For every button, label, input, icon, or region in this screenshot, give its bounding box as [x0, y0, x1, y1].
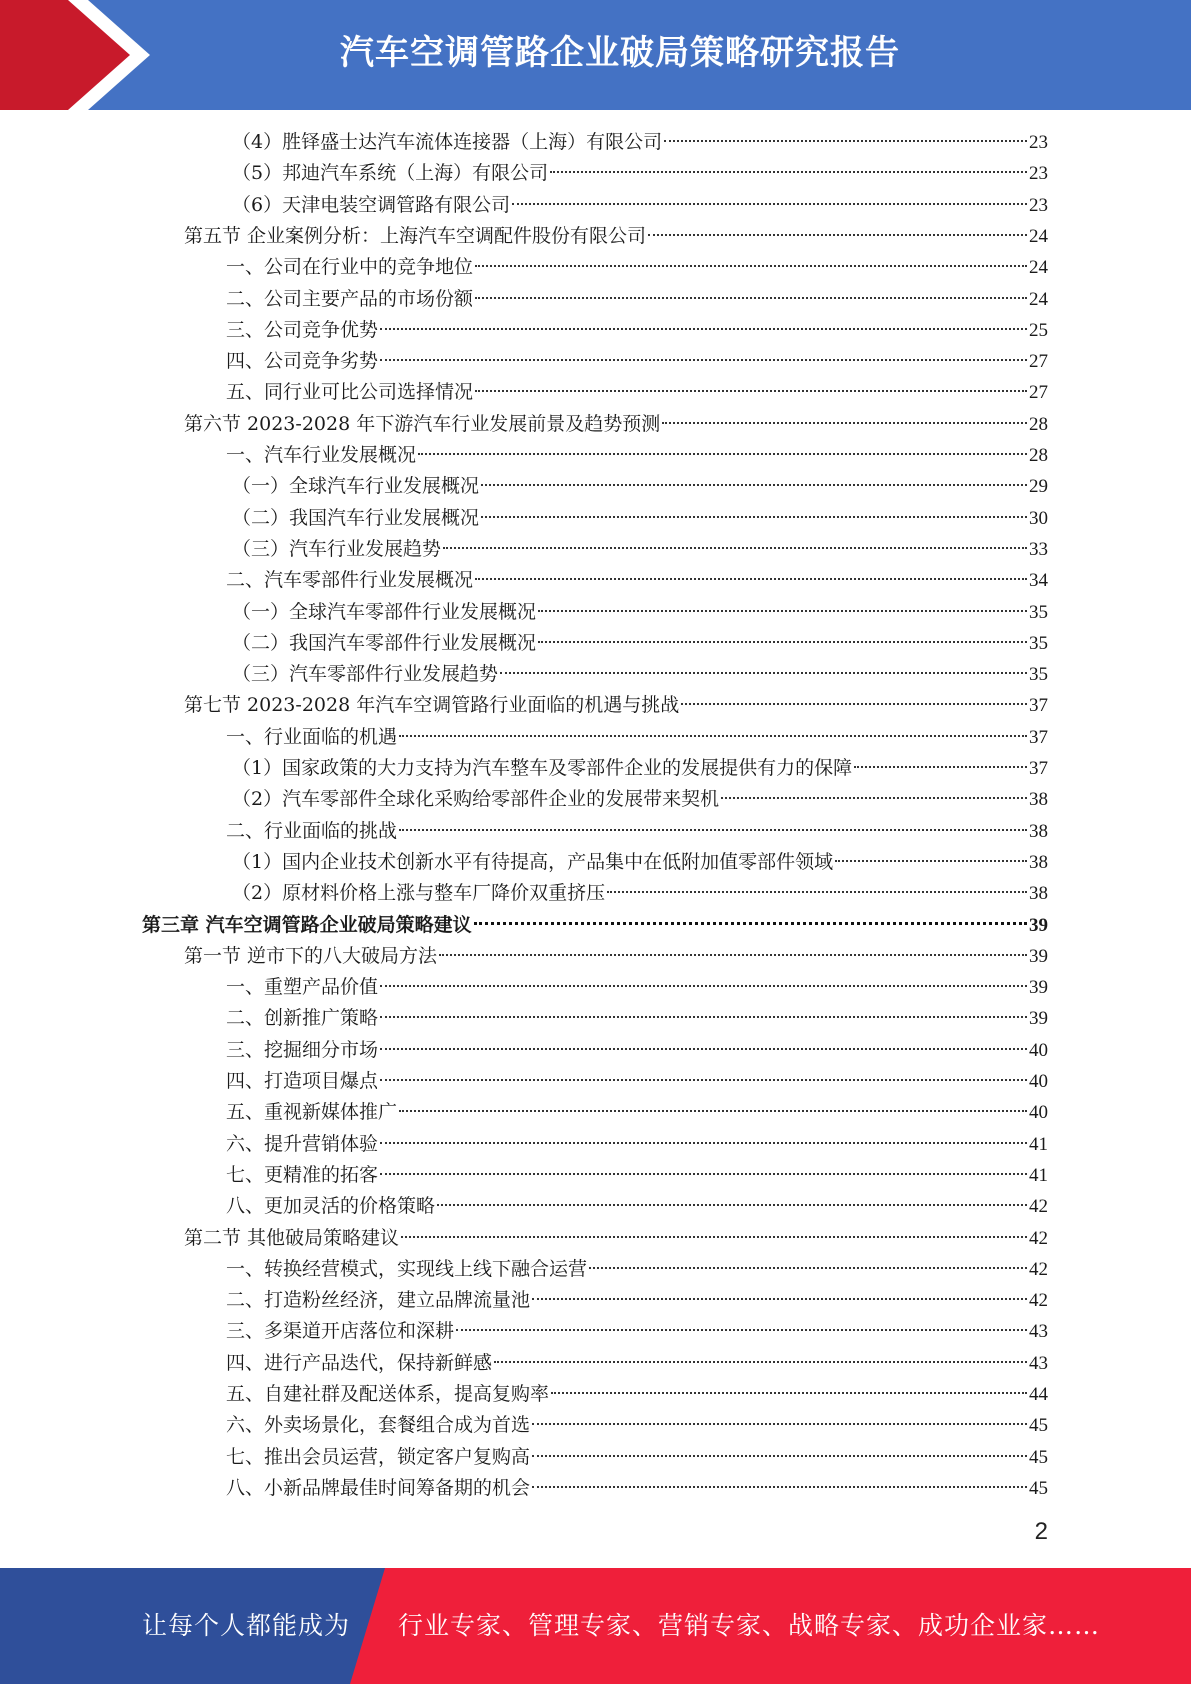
toc-entry-page: 39	[1029, 914, 1048, 936]
toc-entry-title: 六、提升营销体验	[226, 1132, 379, 1155]
toc-dot-leader	[481, 484, 1027, 486]
toc-entry[interactable]	[184, 1223, 1048, 1254]
toc-dot-leader	[532, 1298, 1027, 1300]
toc-entry-page: 42	[1029, 1290, 1048, 1312]
toc-entry-page: 29	[1029, 476, 1048, 498]
toc-entry-title: （三）汽车零部件行业发展趋势	[232, 663, 499, 686]
toc-entry-title: 二、汽车零部件行业发展概况	[226, 569, 474, 592]
toc-dot-leader	[589, 1267, 1027, 1269]
toc-dot-leader	[835, 860, 1027, 862]
toc-entry[interactable]	[226, 1379, 1048, 1410]
toc-entry-title: （三）汽车行业发展趋势	[232, 537, 442, 560]
toc-entry-page: 40	[1029, 1071, 1048, 1092]
toc-entry[interactable]	[226, 1035, 1048, 1066]
toc-entry[interactable]	[226, 1191, 1048, 1222]
footer-banner	[0, 1568, 1191, 1684]
toc-entry-page: 40	[1029, 1039, 1048, 1061]
toc-entry-page: 35	[1029, 664, 1048, 686]
toc-entry-title: 三、挖掘细分市场	[226, 1038, 379, 1061]
toc-entry[interactable]	[226, 440, 1048, 471]
toc-entry[interactable]	[232, 784, 1048, 815]
toc-entry-page: 33	[1029, 538, 1048, 560]
toc-entry-page: 37	[1029, 726, 1048, 748]
toc-entry[interactable]	[232, 597, 1048, 628]
toc-entry-title: （一）全球汽车行业发展概况	[232, 475, 480, 498]
toc-entry-title: 四、进行产品迭代，保持新鲜感	[226, 1351, 493, 1374]
toc-entry[interactable]	[184, 941, 1048, 972]
toc-entry[interactable]	[226, 252, 1048, 283]
toc-entry[interactable]	[226, 1066, 1048, 1097]
toc-entry-page: 44	[1029, 1384, 1048, 1405]
toc-dot-leader	[399, 829, 1027, 831]
toc-dot-leader	[475, 578, 1027, 580]
toc-entry-page: 45	[1029, 1415, 1048, 1437]
toc-entry-title: （2）原材料价格上涨与整车厂降价双重挤压	[232, 882, 606, 905]
toc-dot-leader	[437, 1204, 1027, 1206]
toc-entry-title: 二、行业面临的挑战	[226, 819, 398, 842]
toc-dot-leader	[494, 1361, 1027, 1363]
toc-entry-page: 43	[1029, 1321, 1048, 1343]
toc-dot-leader	[380, 1142, 1027, 1144]
toc-entry[interactable]	[226, 346, 1048, 377]
toc-entry[interactable]	[226, 1160, 1048, 1191]
toc-entry[interactable]	[226, 1129, 1048, 1160]
toc-dot-leader	[854, 766, 1027, 768]
toc-entry[interactable]	[232, 847, 1048, 878]
header-banner	[0, 0, 1191, 110]
toc-entry-title: 第三章 汽车空调管路企业破局策略建议	[142, 913, 472, 936]
toc-dot-leader	[443, 547, 1027, 549]
toc-entry-title: 七、推出会员运营，锁定客户复购高	[226, 1445, 531, 1468]
toc-entry-page: 37	[1029, 758, 1048, 779]
toc-entry-title: 二、公司主要产品的市场份额	[226, 287, 474, 310]
toc-entry-page: 42	[1029, 1258, 1048, 1280]
toc-entry-page: 23	[1029, 194, 1048, 216]
toc-entry-page: 45	[1029, 1446, 1048, 1468]
toc-dot-leader	[474, 922, 1027, 925]
footer-slogan-right: 行业专家、管理专家、营销专家、战略专家、成功企业家……	[398, 1611, 1101, 1640]
toc-entry-page: 25	[1029, 319, 1048, 341]
toc-entry[interactable]	[226, 1254, 1048, 1285]
toc-entry-page: 28	[1029, 445, 1048, 466]
toc-entry-page: 35	[1029, 632, 1048, 654]
toc-entry[interactable]	[232, 628, 1048, 659]
toc-dot-leader	[439, 954, 1027, 956]
toc-entry-page: 39	[1029, 945, 1048, 967]
toc-entry-page: 39	[1029, 1008, 1048, 1030]
toc-entry-title: 五、重视新媒体推广	[226, 1101, 398, 1124]
toc-entry[interactable]	[232, 659, 1048, 690]
toc-dot-leader	[456, 1329, 1027, 1331]
toc-entry-page: 27	[1029, 351, 1048, 373]
toc-entry-page: 27	[1029, 382, 1048, 404]
toc-entry-title: 五、同行业可比公司选择情况	[226, 381, 474, 404]
toc-entry-title: 一、转换经营模式，实现线上线下融合运营	[226, 1257, 588, 1280]
toc-entry-title: （1）国内企业技术创新水平有待提高，产品集中在低附加值零部件领域	[232, 850, 834, 873]
toc-entry-title: 第五节 企业案例分析：上海汽车空调配件股份有限公司	[184, 224, 647, 247]
toc-entry-page: 43	[1029, 1352, 1048, 1374]
toc-entry[interactable]	[232, 127, 1048, 158]
toc-entry-page: 35	[1029, 601, 1048, 623]
toc-entry[interactable]	[232, 534, 1048, 565]
toc-entry[interactable]	[226, 972, 1048, 1003]
toc-entry[interactable]	[226, 1473, 1048, 1504]
toc-entry[interactable]	[226, 1316, 1048, 1347]
header-arrow-decoration	[0, 0, 160, 110]
toc-entry-page: 30	[1029, 507, 1048, 529]
toc-dot-leader	[418, 453, 1027, 455]
footer-slogan-left: 让每个人都能成为	[142, 1611, 351, 1640]
toc-entry-page: 40	[1029, 1102, 1048, 1124]
toc-dot-leader	[512, 203, 1027, 205]
toc-entry-title: 四、公司竞争劣势	[226, 350, 379, 373]
toc-entry-page: 24	[1029, 288, 1048, 310]
toc-dot-leader	[500, 672, 1027, 674]
toc-dot-leader	[475, 265, 1027, 267]
toc-entry-title: 八、更加灵活的价格策略	[226, 1195, 436, 1218]
toc-entry-title: （二）我国汽车行业发展概况	[232, 506, 480, 529]
toc-entry-page: 37	[1029, 695, 1048, 717]
toc-dot-leader	[380, 359, 1027, 361]
toc-entry-title: 二、打造粉丝经济，建立品牌流量池	[226, 1289, 531, 1312]
toc-entry-page: 38	[1029, 883, 1048, 905]
toc-entry-page: 38	[1029, 820, 1048, 842]
toc-dot-leader	[532, 1486, 1027, 1488]
toc-entry[interactable]	[226, 1410, 1048, 1441]
toc-dot-leader	[380, 328, 1027, 330]
toc-entry-title: 七、更精准的拓客	[226, 1163, 379, 1186]
toc-entry-page: 42	[1029, 1196, 1048, 1218]
toc-entry-title: （2）汽车零部件全球化采购给零部件企业的发展带来契机	[232, 788, 720, 811]
toc-entry[interactable]	[226, 377, 1048, 408]
toc-entry-page: 41	[1029, 1133, 1048, 1155]
toc-entry-title: 三、多渠道开店落位和深耕	[226, 1320, 455, 1343]
toc-dot-leader	[664, 140, 1027, 142]
toc-entry[interactable]	[226, 816, 1048, 847]
toc-entry[interactable]	[226, 1003, 1048, 1034]
toc-entry[interactable]	[226, 284, 1048, 315]
toc-entry-title: 三、公司竞争优势	[226, 318, 379, 341]
toc-entry-title: （二）我国汽车零部件行业发展概况	[232, 631, 537, 654]
toc-entry-title: 一、重塑产品价值	[226, 976, 379, 999]
toc-entry-title: 八、小新品牌最佳时间筹备期的机会	[226, 1476, 531, 1499]
toc-entry[interactable]	[226, 565, 1048, 596]
toc-entry-page: 41	[1029, 1164, 1048, 1186]
toc-entry[interactable]	[232, 878, 1048, 909]
toc-entry-title: 第二节 其他破局策略建议	[184, 1226, 400, 1249]
toc-dot-leader	[380, 1048, 1027, 1050]
toc-dot-leader	[401, 1236, 1027, 1238]
toc-dot-leader	[475, 297, 1027, 299]
toc-entry[interactable]	[226, 1097, 1048, 1128]
toc-entry[interactable]	[232, 158, 1048, 189]
toc-entry-page: 28	[1029, 413, 1048, 435]
toc-entry-title: （一）全球汽车零部件行业发展概况	[232, 600, 537, 623]
toc-entry[interactable]	[226, 722, 1048, 753]
toc-entry[interactable]	[184, 409, 1048, 440]
toc-entry-page: 24	[1029, 257, 1048, 279]
toc-entry-title: 四、打造项目爆点	[226, 1070, 379, 1092]
toc-entry[interactable]	[142, 910, 1048, 941]
page-number: 2	[1034, 1518, 1048, 1545]
toc-dot-leader	[380, 1173, 1027, 1175]
toc-dot-leader	[607, 891, 1027, 893]
toc-entry-page: 34	[1029, 570, 1048, 592]
toc-dot-leader	[538, 641, 1027, 643]
toc-entry[interactable]	[226, 1442, 1048, 1473]
toc-entry-title: （1）国家政策的大力支持为汽车整车及零部件企业的发展提供有力的保障	[232, 757, 853, 779]
toc-entry-page: 23	[1029, 163, 1048, 185]
toc-entry[interactable]	[226, 315, 1048, 346]
toc-entry[interactable]	[184, 221, 1048, 252]
toc-dot-leader	[681, 703, 1027, 705]
toc-entry-title: 第六节 2023-2028 年下游汽车行业发展前景及趋势预测	[184, 412, 661, 435]
toc-dot-leader	[532, 1455, 1027, 1457]
toc-entry-title: （6）天津电装空调管路有限公司	[232, 193, 511, 216]
toc-entry[interactable]	[232, 503, 1048, 534]
toc-dot-leader	[532, 1423, 1027, 1425]
toc-entry-page: 38	[1029, 789, 1048, 811]
toc-entry-title: 六、外卖场景化，套餐组合成为首选	[226, 1414, 531, 1437]
toc-dot-leader	[475, 390, 1027, 392]
toc-entry[interactable]	[232, 190, 1048, 221]
toc-entry-page: 24	[1029, 225, 1048, 247]
toc-entry-title: （5）邦迪汽车系统（上海）有限公司	[232, 162, 549, 185]
toc-entry-title: 第七节 2023-2028 年汽车空调管路行业面临的机遇与挑战	[184, 694, 680, 717]
toc-dot-leader	[648, 234, 1027, 236]
toc-entry[interactable]	[226, 1285, 1048, 1316]
toc-dot-leader	[481, 516, 1027, 518]
toc-entry-title: 第一节 逆市下的八大破局方法	[184, 944, 438, 967]
toc-dot-leader	[380, 1079, 1027, 1081]
toc-entry[interactable]	[226, 1348, 1048, 1379]
toc-entry-title: （4）胜铎盛士达汽车流体连接器（上海）有限公司	[232, 131, 663, 153]
toc-entry[interactable]	[232, 753, 1048, 784]
toc-entry-title: 一、行业面临的机遇	[226, 725, 398, 748]
toc-dot-leader	[380, 985, 1027, 987]
toc-entry-page: 38	[1029, 851, 1048, 873]
toc-entry[interactable]	[184, 690, 1048, 721]
toc-entry-title: 一、汽车行业发展概况	[226, 444, 417, 466]
toc-entry-title: 五、自建社群及配送体系，提高复购率	[226, 1383, 550, 1405]
toc-entry-title: 一、公司在行业中的竞争地位	[226, 256, 474, 279]
report-title: 汽车空调管路企业破局策略研究报告	[340, 33, 900, 73]
toc-entry[interactable]	[232, 471, 1048, 502]
toc-dot-leader	[551, 1392, 1027, 1394]
toc-entry-page: 23	[1029, 132, 1048, 153]
toc-entry-title: 二、创新推广策略	[226, 1007, 379, 1030]
toc-entry-page: 45	[1029, 1477, 1048, 1499]
toc-dot-leader	[399, 1110, 1027, 1112]
toc-dot-leader	[662, 422, 1027, 424]
toc-entry-page: 39	[1029, 977, 1048, 999]
toc-dot-leader	[399, 735, 1027, 737]
toc-dot-leader	[538, 610, 1027, 612]
toc-dot-leader	[721, 797, 1027, 799]
toc-dot-leader	[550, 171, 1027, 173]
toc-dot-leader	[380, 1016, 1027, 1018]
toc-entry-page: 42	[1029, 1227, 1048, 1249]
